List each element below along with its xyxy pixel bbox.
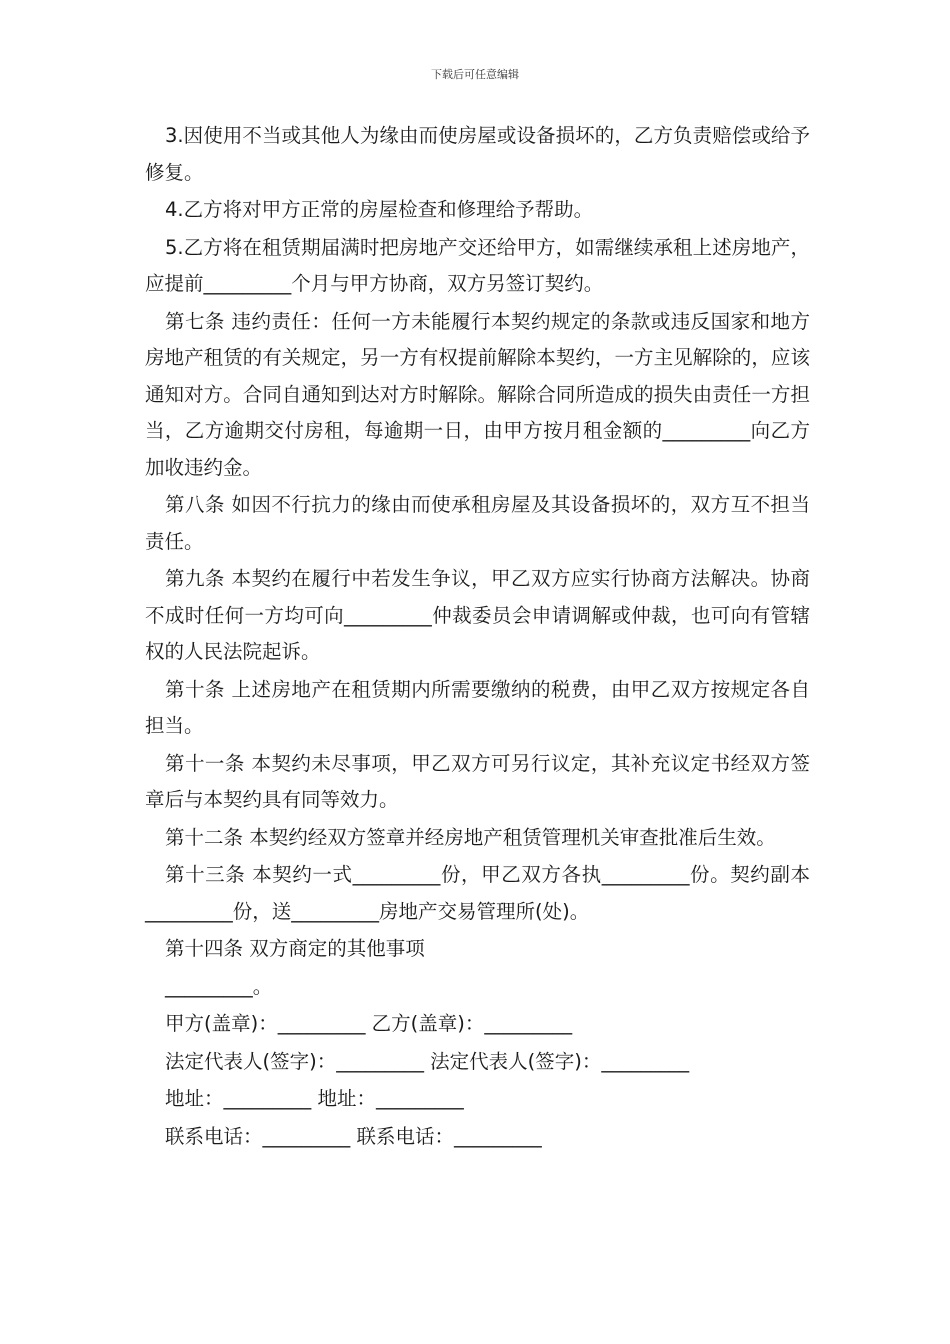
other-matters-blank: _________。: [165, 974, 273, 998]
paragraph-article-14: 第十四条 双方商定的其他事项: [165, 937, 425, 960]
contract-body: [145, 118, 810, 1156]
paragraph-article-10: 第十条 上述房地产在租赁期内所需要缴纳的税费，由甲乙双方按规定各自担当。: [145, 677, 810, 737]
paragraph-clause-4: 4.乙方将对甲方正常的房屋检查和修理给予帮助。: [165, 198, 594, 221]
phone-line: 联系电话：_________ 联系电话：_________: [165, 1124, 542, 1148]
paragraph-clause-5: 5.乙方将在租赁期届满时把房地产交还给甲方，如需继续承租上述房地产，应提前_________个月与甲方协商，双方另签订契约。: [145, 235, 810, 295]
paragraph-article-8: 第八条 如因不行抗力的缘由而使承租房屋及其设备损坏的，双方互不担当责任。: [145, 493, 810, 553]
paragraph-article-9: 第九条 本契约在履行中若发生争议，甲乙双方应实行协商方法解决。协商不成时任何一方均可向_________仲裁委员会申请调解或仲裁，也可向有管辖权的人民法院起诉。: [145, 567, 810, 663]
page-header: 下载后可任意编辑: [431, 68, 519, 81]
paragraph-article-13: 第十三条 本契约一式_________份，甲乙双方各执_________份。契约副本_________份，送_________房地产交易管理所(处)。: [145, 863, 810, 923]
legal-representative-line: 法定代表人(签字)：_________ 法定代表人(签字)：_________: [165, 1049, 690, 1073]
signature-seal-line: 甲方(盖章)：_________ 乙方(盖章)：_________: [165, 1012, 573, 1035]
paragraph-article-12: 第十二条 本契约经双方签章并经房地产租赁管理机关审查批准后生效。: [165, 825, 776, 849]
paragraph-article-11: 第十一条 本契约未尽事项，甲乙双方可另行议定，其补充议定书经双方签章后与本契约具有同等效力。: [145, 751, 810, 811]
address-line: 地址：_________ 地址：_________: [165, 1087, 464, 1110]
paragraph-clause-3: 3.因使用不当或其他人为缘由而使房屋或设备损坏的，乙方负责赔偿或给予修复。: [145, 124, 810, 184]
paragraph-article-7: 第七条 违约责任：任何一方未能履行本契约规定的条款或违反国家和地方房地产租赁的有关规定，另一方有权提前解除本契约，一方主见解除的，应该通知对方。合同自通知到达对方时解除。解除合同所造成的损失由责任一方担当，乙方逾期交付房租，每逾期一日，由甲方按月租金额的_________向乙方加收违约金。: [145, 309, 810, 479]
